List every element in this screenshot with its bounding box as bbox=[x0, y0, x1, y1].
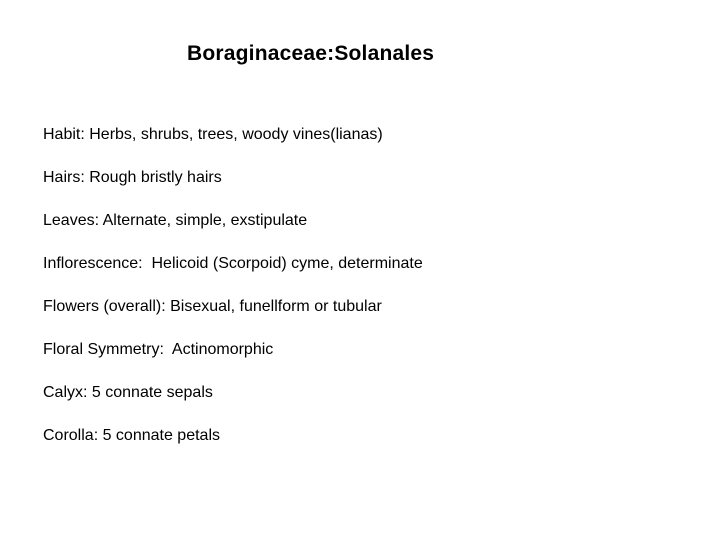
trait-leaves: Leaves: Alternate, simple, exstipulate bbox=[43, 212, 308, 229]
trait-list bbox=[43, 125, 423, 469]
trait-flowers: Flowers (overall): Bisexual, funellform or tubular bbox=[43, 298, 382, 315]
slide-title: Boraginaceae:Solanales bbox=[187, 42, 435, 65]
trait-floral-symmetry: Floral Symmetry: Actinomorphic bbox=[43, 341, 274, 358]
trait-habit: Habit: Herbs, shrubs, trees, woody vines(lianas) bbox=[43, 126, 383, 143]
trait-corolla: Corolla: 5 connate petals bbox=[43, 427, 220, 444]
trait-inflorescence: Inflorescence: Helicoid (Scorpoid) cyme, determinate bbox=[43, 255, 423, 272]
trait-calyx: Calyx: 5 connate sepals bbox=[43, 384, 213, 401]
trait-hairs: Hairs: Rough bristly hairs bbox=[43, 169, 222, 186]
